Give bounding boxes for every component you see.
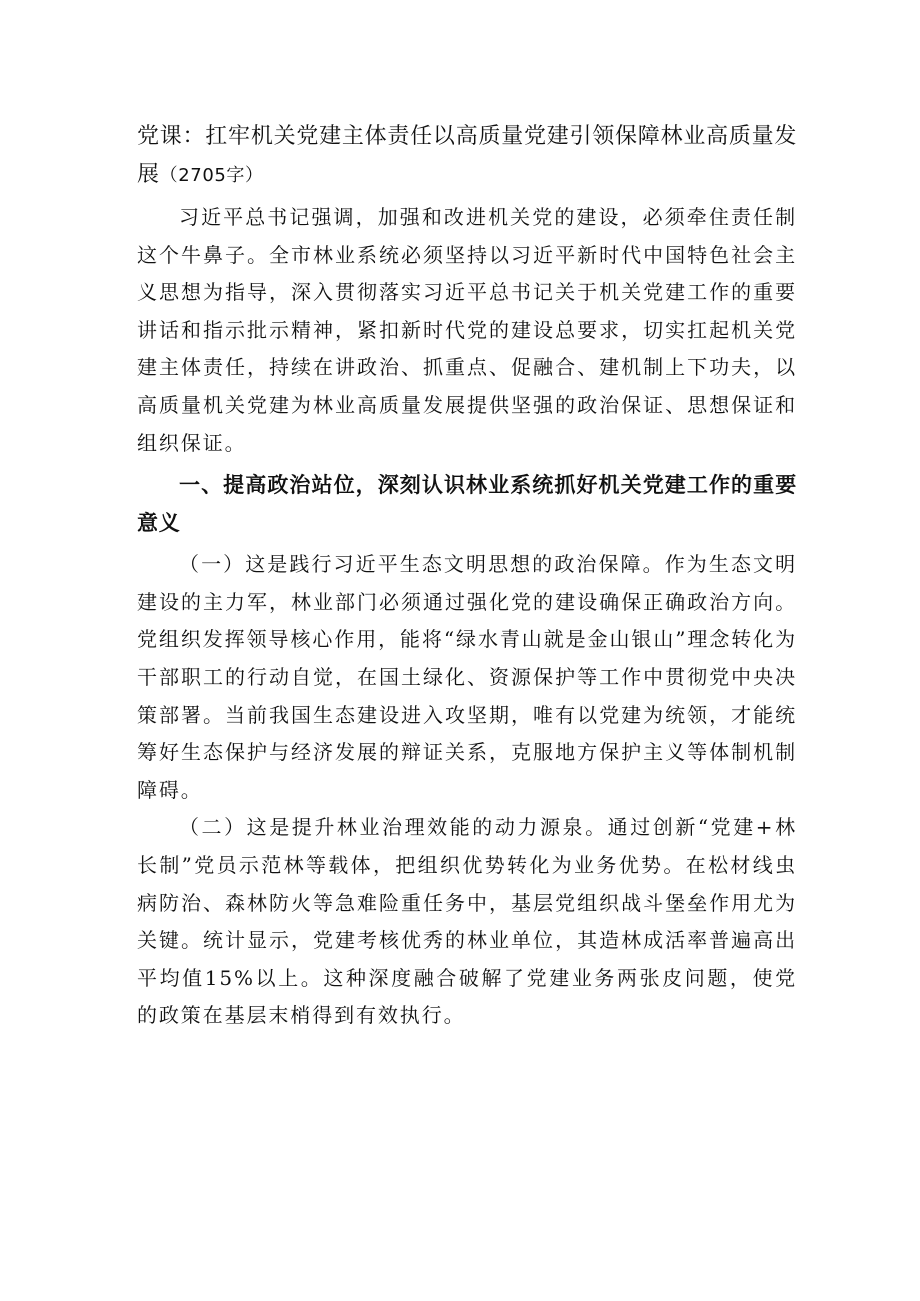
intro-paragraph: 习近平总书记强调，加强和改进机关党的建设，必须牵住责任制这个牛鼻子。全市林业系统必须坚持以习近平新时代中国特色社会主义思想为指导，深入贯彻落实习近平总书记关于机关党建工作的重要讲话和指示批示精神，紧扣新时代党的建设总要求，切实扛起机关党建主体责任，持续在讲政治、抓重点、促融合、建机制上下功夫，以高质量机关党建为林业高质量发展提供坚强的政治保证、思想保证和组织保证。 (137, 205, 797, 455)
point-paragraph-2: （二）这是提升林业治理效能的动力源泉。通过创新“党建+林长制”党员示范林等载体，把组织优势转化为业务优势。在松材线虫病防治、森林防火等急难险重任务中，基层党组织战斗堡垒作用尤为关键。统计显示，党建考核优秀的林业单位，其造林成活率普遍高出平均值15%以上。这种深度融合破解了党建业务两张皮问题，使党的政策在基层末梢得到有效执行。 (137, 815, 797, 1028)
section-heading-1: 一、提高政治站位，深刻认识林业系统抓好机关党建工作的重要意义 (137, 473, 797, 536)
word-count: （2705字） (159, 165, 264, 186)
document-page (137, 118, 797, 1035)
document-title (137, 118, 797, 195)
title-text: 党课：扛牢机关党建主体责任以高质量党建引领保障林业高质量发展 (137, 124, 797, 187)
point-paragraph-1: （一）这是践行习近平生态文明思想的政治保障。作为生态文明建设的主力军，林业部门必须通过强化党的建设确保正确政治方向。党组织发挥领导核心作用，能将“绿水青山就是金山银山”理念转化为干部职工的行动自觉，在国土绿化、资源保护等工作中贯彻党中央决策部署。当前我国生态建设进入攻坚期，唯有以党建为统领，才能统筹好生态保护与经济发展的辩证关系，克服地方保护主义等体制机制障碍。 (137, 552, 797, 802)
